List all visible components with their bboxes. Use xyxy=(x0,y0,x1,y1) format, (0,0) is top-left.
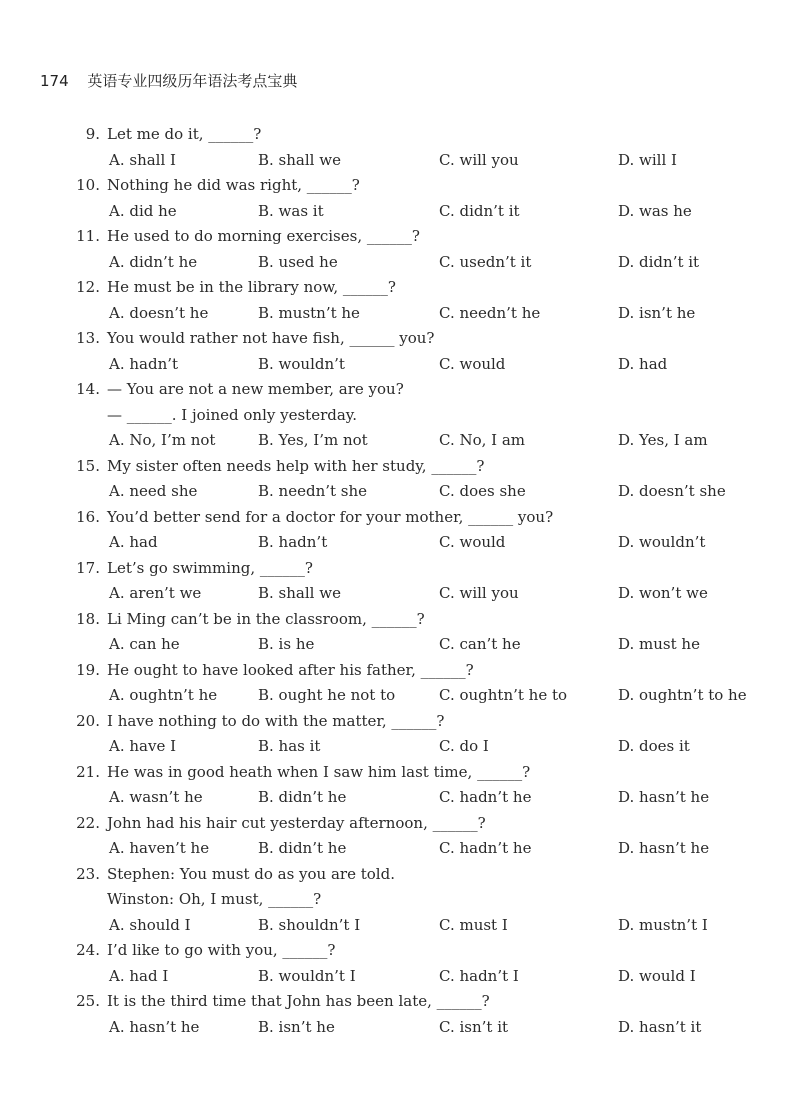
question-stem-line xyxy=(0,938,800,964)
question-stem-line xyxy=(0,556,800,582)
question-stem: — You are not a new member, are you? xyxy=(107,380,404,398)
question-item xyxy=(0,658,800,709)
option-d: D. does it xyxy=(618,737,690,755)
option-b: B. ought he not to xyxy=(258,686,396,704)
option-a: A. didn’t he xyxy=(109,252,198,271)
question-number: 13. xyxy=(76,329,100,347)
option-a: A. No, I’m not xyxy=(109,431,216,449)
question-number: 24. xyxy=(76,941,100,959)
option-a: A. wasn’t he xyxy=(109,788,203,806)
option-c: C. usedn’t it xyxy=(439,252,532,271)
option-d: D. oughtn’t to he xyxy=(618,686,747,704)
option-a: A. had I xyxy=(109,966,169,985)
question-number: 20. xyxy=(76,711,100,730)
page-number: 174 xyxy=(40,72,69,90)
options-line xyxy=(0,581,800,607)
question-stem-line xyxy=(0,887,800,913)
option-a: A. did he xyxy=(109,201,177,220)
options-line xyxy=(0,1015,800,1041)
option-b: B. was it xyxy=(258,201,324,220)
option-b: B. hadn’t xyxy=(258,533,328,551)
options-line xyxy=(0,428,800,454)
question-list xyxy=(0,122,800,1040)
option-d: D. hasn’t it xyxy=(618,1017,702,1036)
question-stem-line xyxy=(0,989,800,1015)
option-a: A. shall I xyxy=(109,150,176,169)
question-stem-line xyxy=(0,505,800,531)
question-number: 23. xyxy=(76,864,100,883)
question-stem: He ought to have looked after his father, ______? xyxy=(107,660,474,679)
option-b: B. has it xyxy=(258,737,321,755)
options-line xyxy=(0,632,800,658)
options-line xyxy=(0,734,800,760)
option-c: C. does she xyxy=(439,482,526,500)
question-stem: Let’s go swimming, ______? xyxy=(107,558,313,577)
option-a: A. hadn’t xyxy=(109,354,179,373)
option-d: D. won’t we xyxy=(618,584,708,602)
option-b: B. wouldn’t I xyxy=(258,966,356,985)
question-stem-line xyxy=(0,224,800,250)
page-header xyxy=(40,70,297,91)
question-stem: He was in good heath when I saw him last time, ______? xyxy=(107,762,531,781)
question-stem-line xyxy=(0,403,800,429)
option-c: C. can’t he xyxy=(439,635,521,653)
question-stem-line xyxy=(0,811,800,837)
question-number: 11. xyxy=(76,227,100,245)
option-d: D. wouldn’t xyxy=(618,533,706,551)
option-b: B. needn’t she xyxy=(258,482,368,500)
question-number: 19. xyxy=(76,660,100,679)
question-item xyxy=(0,454,800,505)
question-stem-line xyxy=(0,377,800,403)
option-a: A. hasn’t he xyxy=(109,1017,200,1036)
book-title: 英语专业四级历年语法考点宝典 xyxy=(87,72,298,90)
question-stem: John had his hair cut yesterday afternoon, ______? xyxy=(107,813,486,832)
question-number: 21. xyxy=(76,762,100,781)
option-d: D. was he xyxy=(618,201,692,220)
option-c: C. would xyxy=(439,533,506,551)
options-line xyxy=(0,530,800,556)
question-number: 14. xyxy=(76,380,100,398)
question-number: 15. xyxy=(76,456,100,475)
option-c: C. hadn’t I xyxy=(439,966,519,985)
option-c: C. needn’t he xyxy=(439,303,541,322)
option-a: A. should I xyxy=(109,915,191,934)
question-item xyxy=(0,377,800,454)
option-b: B. shall we xyxy=(258,584,341,602)
question-stem: It is the third time that John has been late, ______? xyxy=(107,992,490,1010)
option-c: C. will you xyxy=(439,150,519,169)
option-d: D. isn’t he xyxy=(618,303,696,322)
options-line xyxy=(0,301,800,327)
question-stem-line xyxy=(0,275,800,301)
question-item xyxy=(0,938,800,989)
question-stem: Nothing he did was right, ______? xyxy=(107,176,360,194)
question-stem-continuation: Winston: Oh, I must, ______? xyxy=(107,890,322,908)
option-c: C. oughtn’t he to xyxy=(439,686,568,704)
option-b: B. didn’t he xyxy=(258,788,347,806)
option-c: C. didn’t it xyxy=(439,201,520,220)
option-d: D. mustn’t I xyxy=(618,915,708,934)
option-b: B. shouldn’t I xyxy=(258,915,361,934)
option-d: D. will I xyxy=(618,150,677,169)
question-number: 17. xyxy=(76,558,100,577)
question-item xyxy=(0,224,800,275)
question-stem: My sister often needs help with her study, ______? xyxy=(107,456,485,475)
question-number: 22. xyxy=(76,813,100,832)
option-a: A. haven’t he xyxy=(109,839,210,857)
question-number: 18. xyxy=(76,609,100,628)
option-a: A. can he xyxy=(109,635,180,653)
option-a: A. need she xyxy=(109,482,198,500)
question-stem-line xyxy=(0,862,800,888)
options-line xyxy=(0,964,800,990)
options-line xyxy=(0,148,800,174)
question-item xyxy=(0,122,800,173)
question-number: 12. xyxy=(76,278,100,296)
option-d: D. doesn’t she xyxy=(618,482,726,500)
question-stem: Let me do it, ______? xyxy=(107,125,262,143)
option-c: C. hadn’t he xyxy=(439,839,532,857)
question-stem: I’d like to go with you, ______? xyxy=(107,941,336,959)
option-b: B. is he xyxy=(258,635,315,653)
question-number: 9. xyxy=(85,125,100,143)
options-line xyxy=(0,479,800,505)
option-c: C. will you xyxy=(439,584,519,602)
options-line xyxy=(0,250,800,276)
option-c: C. would xyxy=(439,354,506,373)
question-stem-line xyxy=(0,173,800,199)
option-d: D. would I xyxy=(618,966,696,985)
question-stem-continuation: — ______. I joined only yesterday. xyxy=(107,405,358,424)
options-line xyxy=(0,836,800,862)
option-d: D. must he xyxy=(618,635,700,653)
option-d: D. had xyxy=(618,354,668,373)
question-stem: Li Ming can’t be in the classroom, ______? xyxy=(107,609,425,628)
option-d: D. didn’t it xyxy=(618,252,700,271)
question-item xyxy=(0,760,800,811)
question-number: 10. xyxy=(76,176,100,194)
options-line xyxy=(0,913,800,939)
option-b: B. used he xyxy=(258,252,338,271)
option-d: D. hasn’t he xyxy=(618,788,710,806)
option-c: C. hadn’t he xyxy=(439,788,532,806)
options-line xyxy=(0,352,800,378)
question-item xyxy=(0,709,800,760)
question-item xyxy=(0,173,800,224)
option-c: C. isn’t it xyxy=(439,1017,509,1036)
options-line xyxy=(0,785,800,811)
option-a: A. had xyxy=(109,533,158,551)
option-a: A. oughtn’t he xyxy=(109,686,218,704)
options-line xyxy=(0,683,800,709)
question-item xyxy=(0,556,800,607)
question-item xyxy=(0,862,800,939)
question-number: 25. xyxy=(76,992,100,1010)
option-b: B. shall we xyxy=(258,150,341,169)
question-stem: You’d better send for a doctor for your mother, ______ you? xyxy=(107,507,554,526)
option-b: B. didn’t he xyxy=(258,839,347,857)
question-item xyxy=(0,607,800,658)
question-item xyxy=(0,505,800,556)
option-c: C. No, I am xyxy=(439,431,526,449)
question-stem: You would rather not have fish, ______ you? xyxy=(107,329,435,347)
question-stem-line xyxy=(0,326,800,352)
question-stem-line xyxy=(0,122,800,148)
option-d: D. hasn’t he xyxy=(618,839,710,857)
question-number: 16. xyxy=(76,507,100,526)
question-item xyxy=(0,326,800,377)
question-stem-line xyxy=(0,454,800,480)
question-stem-line xyxy=(0,760,800,786)
question-stem: He must be in the library now, ______? xyxy=(107,278,396,296)
option-c: C. must I xyxy=(439,915,508,934)
question-stem: I have nothing to do with the matter, ______? xyxy=(107,711,445,730)
option-a: A. aren’t we xyxy=(109,584,202,602)
question-item xyxy=(0,989,800,1040)
question-stem-line xyxy=(0,607,800,633)
option-b: B. wouldn’t xyxy=(258,354,345,373)
question-item xyxy=(0,275,800,326)
question-item xyxy=(0,811,800,862)
option-d: D. Yes, I am xyxy=(618,431,708,449)
option-a: A. have I xyxy=(109,737,177,755)
option-b: B. isn’t he xyxy=(258,1017,335,1036)
option-b: B. Yes, I’m not xyxy=(258,431,368,449)
option-c: C. do I xyxy=(439,737,489,755)
option-a: A. doesn’t he xyxy=(109,303,209,322)
question-stem-line xyxy=(0,709,800,735)
question-stem: He used to do morning exercises, ______? xyxy=(107,227,420,245)
question-stem: Stephen: You must do as you are told. xyxy=(107,864,395,883)
option-b: B. mustn’t he xyxy=(258,303,360,322)
question-stem-line xyxy=(0,658,800,684)
options-line xyxy=(0,199,800,225)
